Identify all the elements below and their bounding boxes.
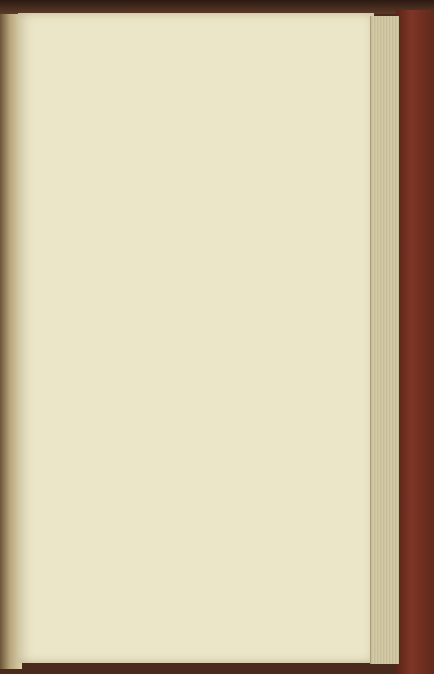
book-cover-top	[0, 0, 434, 14]
book-cover-spine	[396, 10, 434, 674]
book-page	[18, 13, 374, 663]
page-text	[42, 78, 364, 100]
page-stack-edge	[370, 16, 399, 664]
running-header	[42, 62, 364, 76]
